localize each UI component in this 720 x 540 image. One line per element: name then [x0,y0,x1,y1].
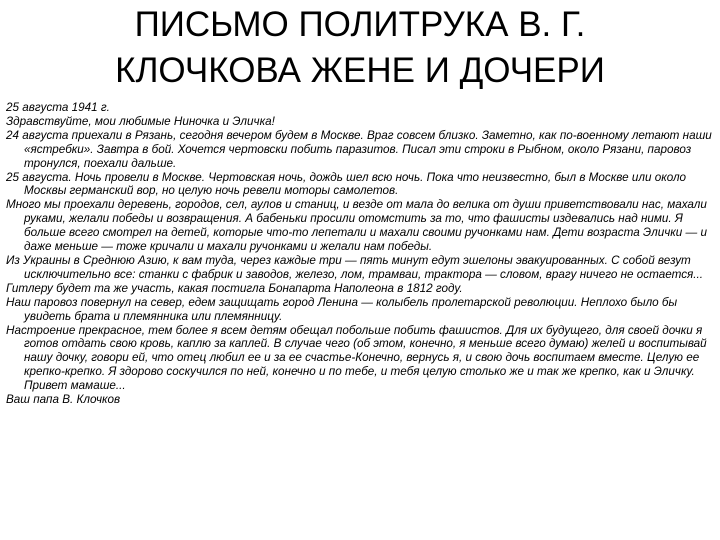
letter-paragraph: 24 августа приехали в Рязань, сегодня вечером будем в Москве. Враг совсем близко. Заметно, как по-военному летают наши «ястребки». Завтра в бой. Хочется чертовски побить паразитов. Писал эти строки в Рыбном, около Рязани, паровоз тронулся, поехали дальше. [6,128,712,170]
letter-date: 25 августа 1941 г. [6,101,110,114]
letter-paragraph: Из Украины в Среднюю Азию, к вам туда, через каждые три — пять минут едут эшелоны эвакуированных. С собой везут исключительно все: станки с фабрик и заводов, железо, лом, трамваи, трактора — словом, врагу ничего не остается... [6,253,704,281]
slide-title [0,2,720,94]
letter-paragraph: Много мы проехали деревень, городов, сел, аулов и станиц, и везде от мала до велика от души приветствовали нас, махали руками, желали победы и возвращения. А бабеньки просили отомстить за то, что фашисты издевались над ними. Я больше всего смотрел на детей, которые что-то лепетали и махали своими ручонками нам. Дети возраста Элички — и даже меньше — тоже кричали и махали ручонками и желали нам победы. [6,198,707,254]
slide-title-line-1: ПИСЬМО ПОЛИТРУКА В. Г. [134,5,586,44]
letter-paragraph: 25 августа. Ночь провели в Москве. Чертовская ночь, дождь шел всю ночь. Пока что неизвестно, был в Москве или около Москвы германский вор, но целую ночь ревели моторы самолетов. [6,170,687,198]
letter-signature: Ваш папа В. Клочков [6,393,121,407]
letter-body [6,101,714,407]
letter-greeting: Здравствуйте, мои любимые Ниночка и Эличка! [6,114,275,128]
letter-paragraph: Настроение прекрасное, тем более я всем детям обещал побольше побить фашистов. Для их будущего, для своей дочки я готов отдать свою кровь, каплю за каплей. В случае чего (об этом, конечно, я меньше всего думаю) желей и воспитывай нашу дочку, говори ей, что отец любил ее и за ее счастье-Конечно, вернусь я, и свою дочь воспитаем вместе. Целую ее крепко-крепко. Я здорово соскучился по ней, конечно и по тебе, и тебя целую столько же и так же крепко, как и Эличку. Привет мамаше... [6,323,707,393]
letter-paragraph: Гитлеру будет та же участь, какая постигла Бонапарта Наполеона в 1812 году. [6,281,463,295]
slide-title-line-2: КЛОЧКОВА ЖЕНЕ И ДОЧЕРИ [115,51,605,90]
letter-paragraph: Наш паровоз повернул на север, едем защищать город Ленина — колыбель пролетарской революции. Неплохо было бы увидеть брата и племянника или племянницу. [6,295,678,323]
